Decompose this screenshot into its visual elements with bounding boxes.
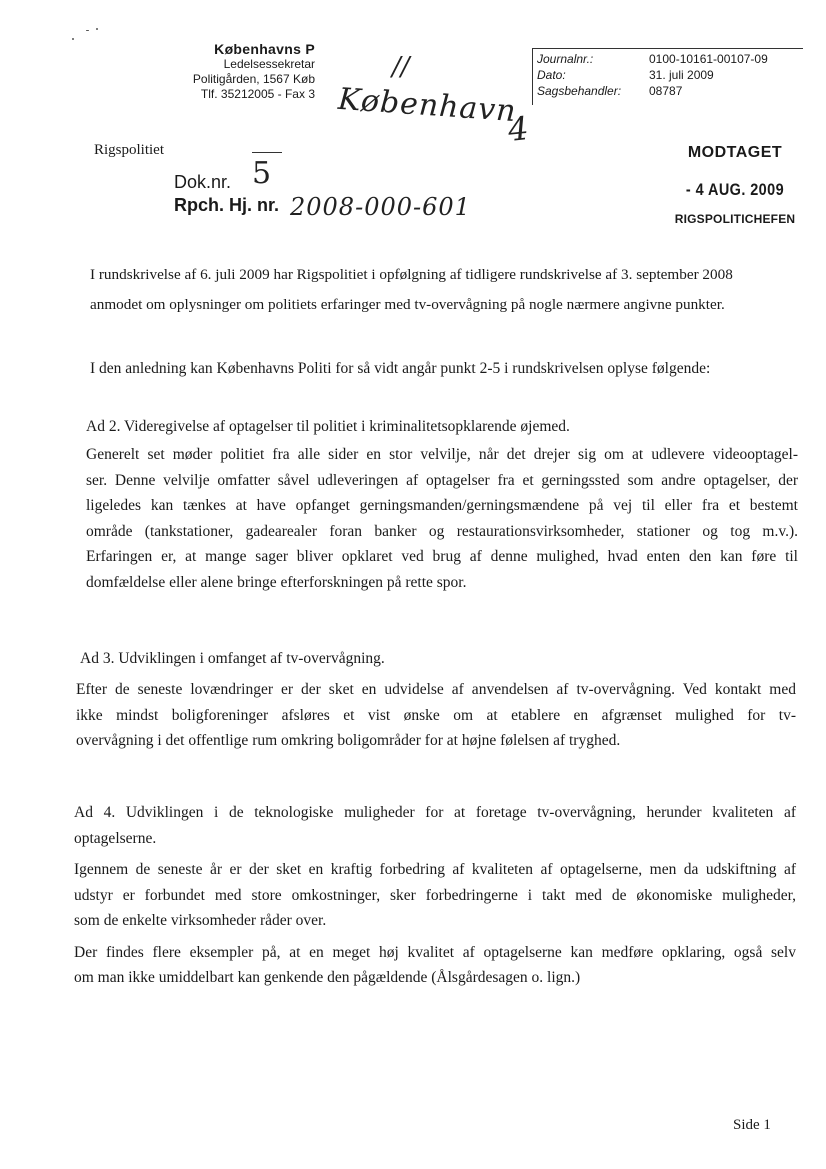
- sender-department: Ledelsessekretar: [223, 57, 315, 71]
- section-3-line: Efter de seneste lovændringer er der sket en udvidelse af anvendelsen af tv-overvågning. Ved kontakt med: [76, 681, 796, 698]
- section-3-heading: Ad 3. Udviklingen i omfanget af tv-overvågning.: [80, 650, 385, 667]
- sender-address: Politigården, 1567 Køb: [192, 72, 315, 86]
- intro-line-1: I rundskrivelse af 6. juli 2009 har Rigspolitiet i opfølgning af tidligere rundskrivelse af 3. september 2008: [90, 266, 733, 283]
- recipient: Rigspolitiet: [94, 142, 165, 158]
- received-stamp: [660, 144, 810, 226]
- doc-number-value: 5: [252, 156, 272, 191]
- received-org: RIGSPOLITICHEFEN: [674, 212, 796, 226]
- section-4-line: Der findes flere eksempler på, at en meget høj kvalitet af optagelserne kan medføre opklaring, også selv: [74, 943, 796, 961]
- scan-speck: [96, 28, 98, 30]
- section-3-line: overvågning i det offentlige rum omkring boligområder for at højne følelsen af tryghed.: [76, 732, 621, 749]
- doc-number-label: Dok.nr.: [174, 172, 232, 192]
- scan-speck: [72, 38, 74, 40]
- handwritten-mark: //: [392, 52, 410, 82]
- date-label: Dato:: [537, 68, 566, 82]
- handwritten-number: 4: [506, 109, 531, 149]
- intro-paragraph-2: I den anledning kan Københavns Politi for så vidt angår punkt 2-5 i rundskrivelsen oplyse følgende:: [90, 360, 711, 377]
- section-4-line: som de enkelte virksomheder råder over.: [74, 912, 327, 929]
- section-2-line: område (tankstationer, gadearealer foran banker og restaurationsvirksomheder, stationer og tog m.v.).: [86, 522, 798, 540]
- section-4-line: om man ikke umiddelbart kan genkende den pågældende (Ålsgårdesagen o. lign.): [74, 969, 581, 986]
- section-3-line: ikke mindst boligforeninger afsløres et vist ønske om at etablere en afgrænset mulighed for tv-: [76, 706, 796, 724]
- section-3-body: [76, 677, 796, 754]
- sender-name: Københavns P: [214, 41, 315, 57]
- section-2-line: domfældelse eller alene bringe efterforskningen på rette spor.: [86, 573, 467, 591]
- section-2-heading: Ad 2. Videregivelse af optagelser til politiet i kriminalitetsopklarende øjemed.: [86, 418, 570, 435]
- handwritten-city: København: [336, 81, 518, 130]
- case-handler-value: 08787: [649, 84, 683, 98]
- journal-number-label: Journalnr.:: [537, 52, 594, 66]
- section-2-body: [86, 442, 798, 595]
- rpch-label: Rpch. Hj. nr.: [174, 195, 280, 215]
- sender-phone: Tlf. 35212005 - Fax 3: [200, 87, 315, 101]
- section-2-line: ligeledes kan tænkes at have opfanget gerningsmanden/gerningsmændene på vej til eller fra et bestemt: [86, 497, 798, 514]
- section-4-body: [74, 800, 796, 991]
- scan-speck: [86, 30, 89, 31]
- case-handler-label: Sagsbehandler:: [537, 84, 622, 98]
- journal-box: [532, 48, 803, 105]
- section-2-line: Erfaringen er, at mange sager bliver opklaret ved brug af denne mulighed, hvad enten den kan føre til: [86, 548, 798, 565]
- received-date: - 4 AUG. 2009: [685, 180, 785, 199]
- section-2-line: ser. Denne velvilje omfatter såvel udleveringen af optagelser fra et gerningssted som andre optagelser, der: [86, 471, 798, 489]
- intro-line-2: anmodet om oplysninger om politiets erfaringer med tv-overvågning på nogle nærmere angivne punkter.: [90, 296, 725, 313]
- handwritten-underline: [252, 152, 282, 153]
- date-value: 31. juli 2009: [649, 68, 714, 82]
- page-number: Side 1: [733, 1117, 771, 1133]
- section-4-line: udstyr er forbundet med store omkostninger, sker forbedringerne i takt med de økonomiske muligheder,: [74, 886, 796, 904]
- sender-block: [160, 42, 315, 102]
- section-4-heading: Ad 4. Udviklingen i de teknologiske muligheder for at foretage tv-overvågning, herunder kvaliteten af: [74, 804, 796, 821]
- section-2-line: Generelt set møder politiet fra alle sider en stor velvilje, når det drejer sig om at udlevere videooptagel-: [86, 446, 798, 463]
- journal-number-value: 0100-10161-00107-09: [649, 52, 768, 66]
- received-title: MODTAGET: [687, 144, 783, 161]
- section-4-line: Igennem de seneste år er der sket en kraftig forbedring af kvaliteten af optagelserne, men da udskiftning af: [74, 861, 796, 878]
- rpch-value: 2008-000-601: [290, 193, 471, 221]
- section-4-heading-cont: optagelserne.: [74, 829, 157, 847]
